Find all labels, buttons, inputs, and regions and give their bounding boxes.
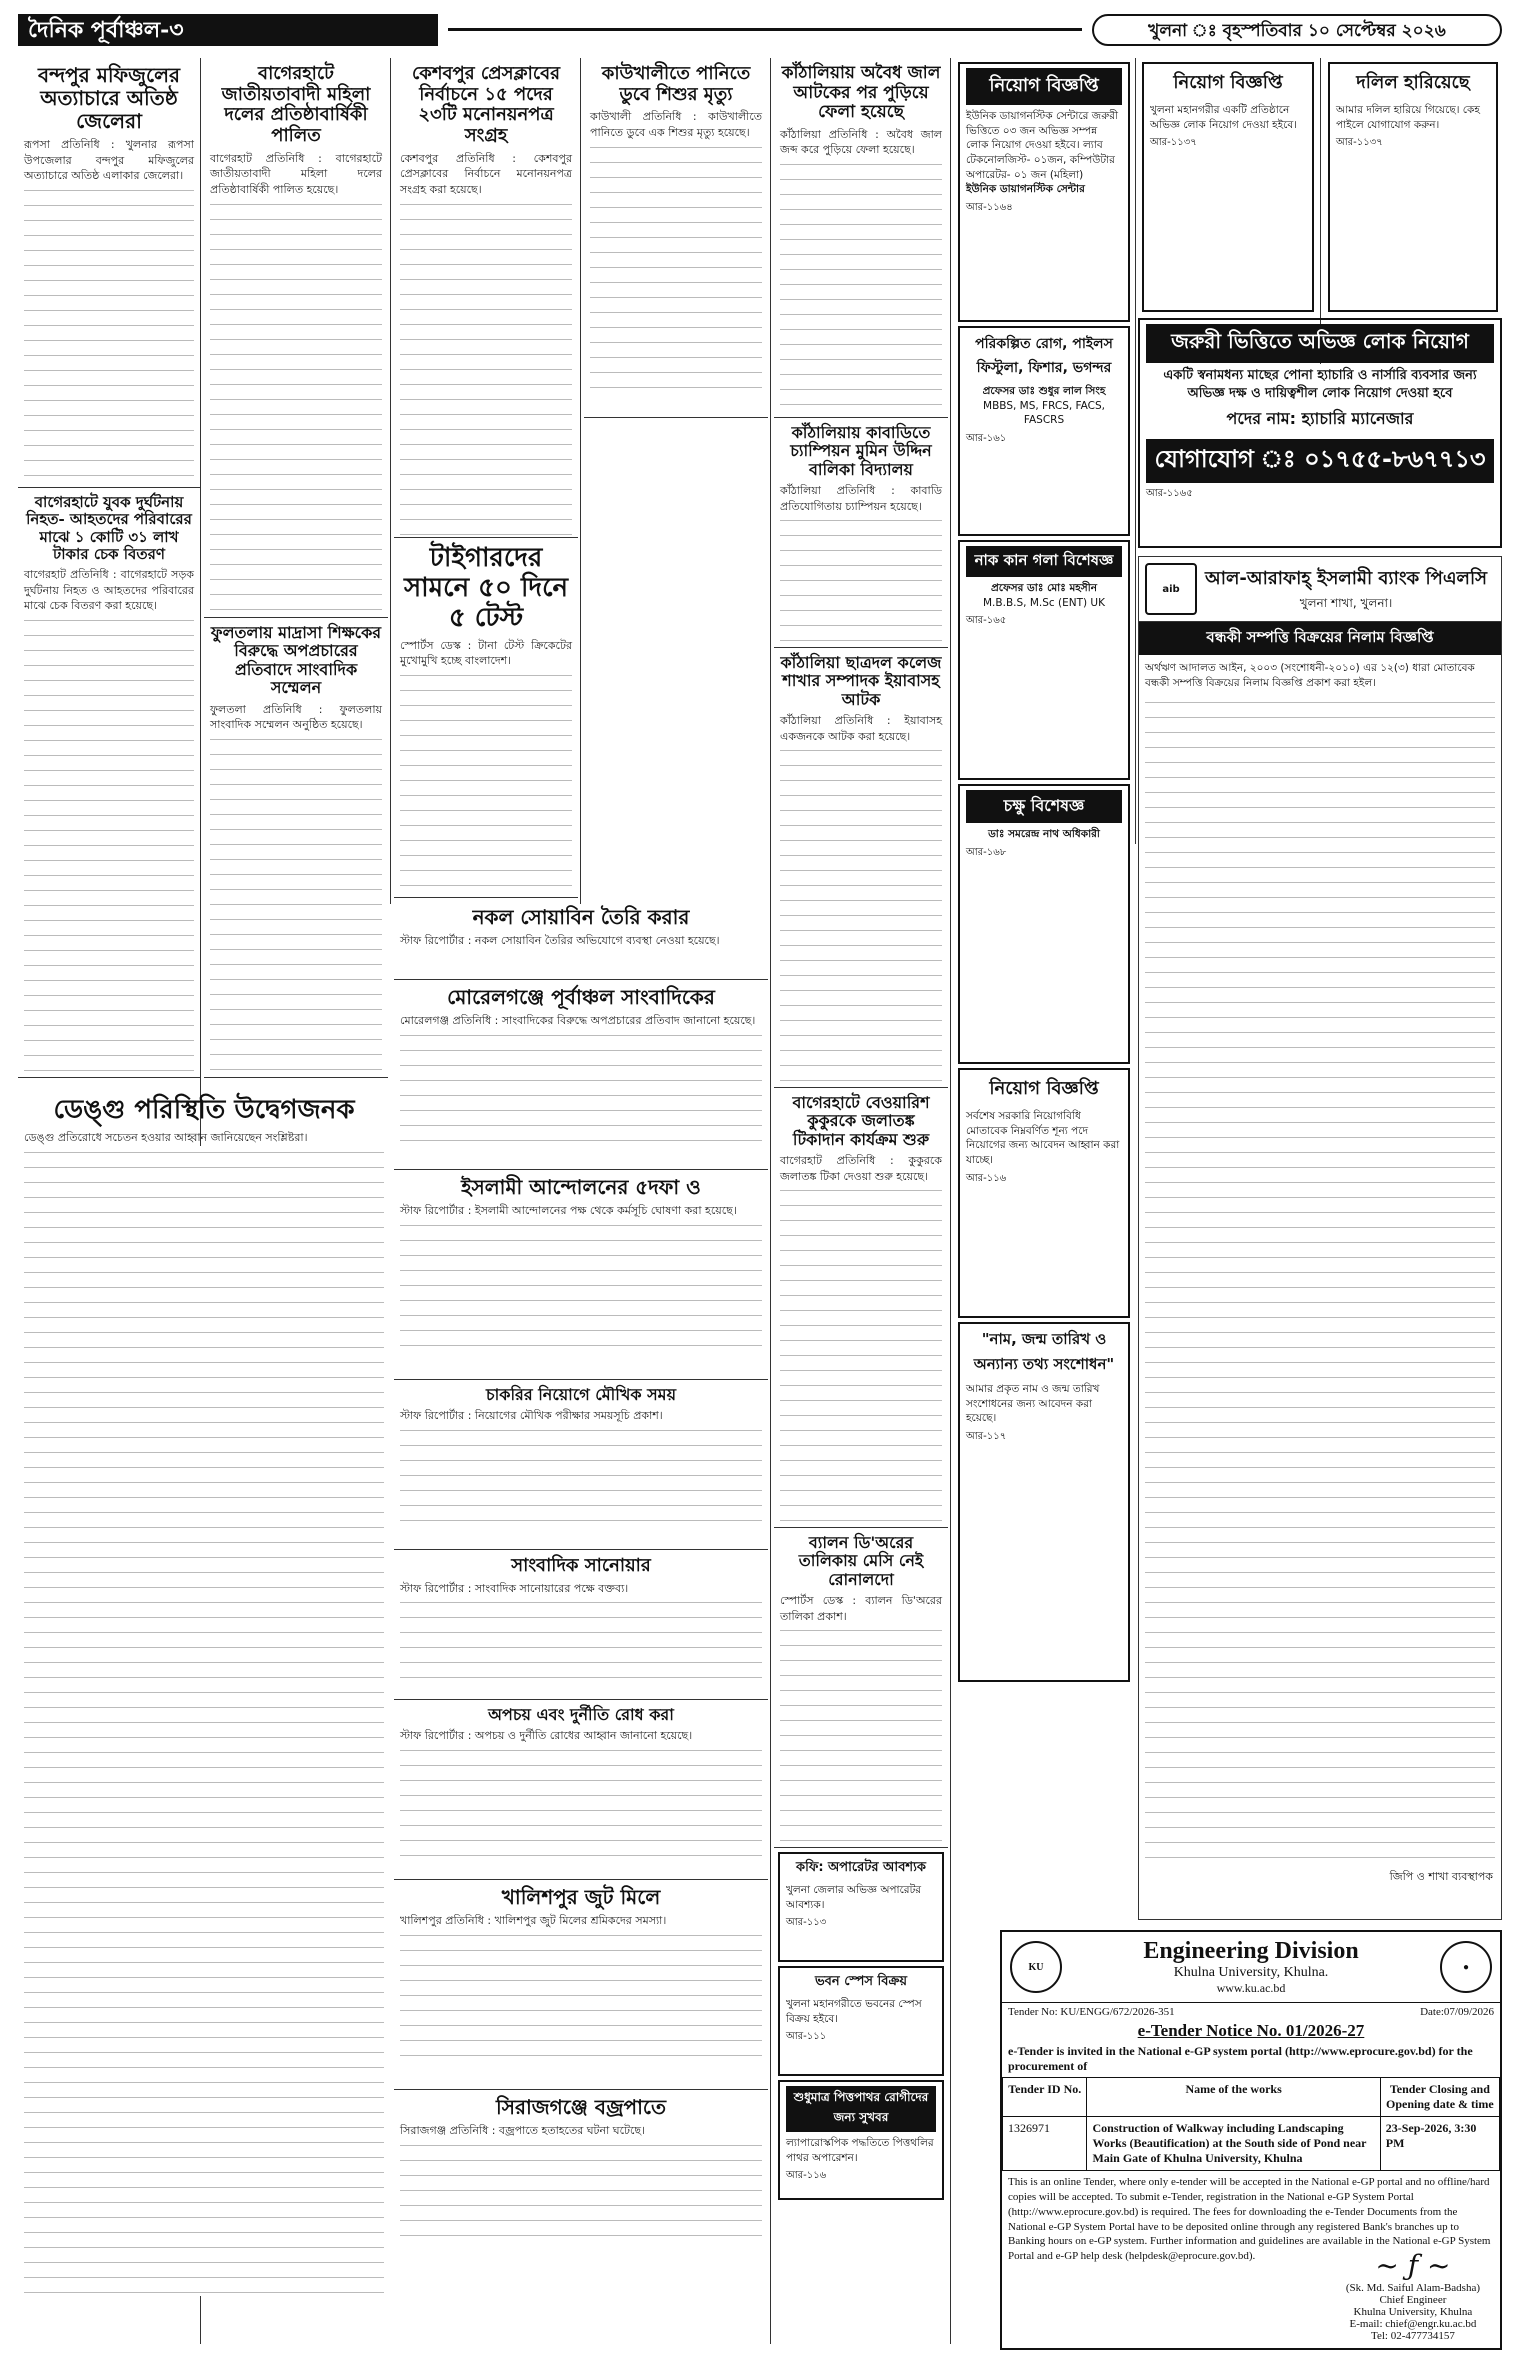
ad-code: আর-১৬৮ xyxy=(966,846,1007,858)
ad-code: আর-১১৩৭ xyxy=(1336,137,1383,149)
story-lead: কাউখালী প্রতিনিধি : কাউখালীতে পানিতে ডুবে এক শিশুর মৃত্যু হয়েছে। xyxy=(590,110,762,139)
story-body-text xyxy=(780,744,942,1084)
ad-code: আর-১১৬৫ xyxy=(1146,488,1193,500)
bank-notice xyxy=(1138,556,1502,1920)
bank-name: আল-আরাফাহ্ ইসলামী ব্যাংক পিএলসি xyxy=(1205,567,1487,589)
story xyxy=(394,58,578,538)
story-body-text xyxy=(400,669,572,898)
story-headline: কাউখালীতে পানিতে ডুবে শিশুর মৃত্যু xyxy=(601,63,751,105)
story-headline: বাগেরহাটে যুবক দুর্ঘটনায় নিহত- আহতদের পরিবারের মাঝে ১ কোটি ৩১ লাখ টাকার চেক বিতরণ xyxy=(26,493,192,563)
story-lead: কাঁঠালিয়া প্রতিনিধি : কাবাডি প্রতিযোগিতায় চ্যাম্পিয়ন হয়েছে। xyxy=(780,484,942,513)
ad-title: "নাম, জন্ম তারিখ ও অন্যান্য তথ্য সংশোধন" xyxy=(973,1330,1115,1373)
ed-tender-no: Tender No: KU/ENGG/672/2026-351 xyxy=(1008,2006,1175,2018)
story-headline: কাঁঠালিয়ায় কাবাডিতে চ্যাম্পিয়ন মুমিন উদ্দিন বালিকা বিদ্যালয় xyxy=(790,423,932,479)
story-headline: ইসলামী আন্দোলনের ৫দফা ও xyxy=(461,1175,701,1199)
story-headline: ব্যালন ডি'অরের তালিকায় মেসি নেই রোনালদো xyxy=(798,1533,924,1589)
ad-title: দলিল হারিয়েছে xyxy=(1356,72,1470,93)
column-divider xyxy=(580,58,581,904)
table-row xyxy=(1003,2117,1500,2171)
table-cell: 23-Sep-2026, 3:30 PM xyxy=(1380,2117,1499,2171)
ad-title: নিয়োগ বিজ্ঞপ্তি xyxy=(966,68,1122,105)
story-lead: বাগেরহাট প্রতিনিধি : কুকুরকে জলাতঙ্ক টিকা দেওয়া শুরু হয়েছে। xyxy=(780,1154,942,1183)
story-lead: কেশবপুর প্রতিনিধি : কেশবপুর প্রেসক্লাবের নির্বাচনে মনোনয়নপত্র সংগ্রহ করা হয়েছে। xyxy=(400,151,572,196)
column-4 xyxy=(584,58,768,418)
ad-code: আর-১১৬৪ xyxy=(966,202,1013,214)
bank-footer: জিপি ও শাখা ব্যবস্থাপক xyxy=(1389,1870,1493,1884)
story-headline: কেশবপুর প্রেসক্লাবের নির্বাচনে ১৫ পদের ২৩টি মনোনয়নপত্র সংগ্রহ xyxy=(411,63,561,147)
wide-stories xyxy=(394,900,768,2270)
ad-bhaban xyxy=(778,1966,944,2076)
story-lead: বাগেরহাট প্রতিনিধি : বাগেরহাটে সড়ক দুর্ঘটনায় নিহত ও আহতদের পরিবারের মাঝে চেক বিতরণ করা হয়েছে। xyxy=(24,568,194,613)
ad-title: ভবন স্পেস বিক্রয় xyxy=(815,1974,907,1989)
story-headline: ডেঙ্গু পরিস্থিতি উদ্বেগজনক xyxy=(53,1095,355,1125)
ad-code: আর-১১৬ xyxy=(966,1172,1007,1184)
story-lead: স্টাফ রিপোর্টার : ইসলামী আন্দোলনের পক্ষ থেকে কর্মসূচি ঘোষণা করা হয়েছে। xyxy=(400,1204,737,1217)
story-body-text xyxy=(780,514,942,648)
ad-degree: M.B.B.S, M.Sc (ENT) UK xyxy=(983,596,1105,609)
ad-doctor: ডাঃ সমরেন্দ্র নাথ অধিকারী xyxy=(988,828,1100,840)
ad-code: আর-১১১ xyxy=(786,2031,827,2043)
story xyxy=(774,648,948,1088)
ad-body: একটি স্বনামধন্য মাছের পোনা হ্যাচারি ও নার্সারি ব্যবসার জন্য অভিজ্ঞ দক্ষ ও দায়িত্বশীল লোক নিয়োগ দেওয়া হবে xyxy=(1163,368,1477,401)
ad-code: আর-১১৭ xyxy=(966,1431,1007,1443)
ad-body: আমার দলিল হারিয়ে গিয়েছে। কেহ পাইলে যোগাযোগ করুন। xyxy=(1336,104,1480,131)
story-body-text xyxy=(400,1219,762,1359)
ed-tender-table xyxy=(1002,2077,1500,2171)
table-header: Tender ID No. xyxy=(1003,2078,1087,2117)
ad-title: চক্ষু বিশেষজ্ঞ xyxy=(966,790,1122,823)
story xyxy=(204,618,388,1078)
story xyxy=(18,1090,390,2340)
ed-ref-row xyxy=(1002,2003,1500,2021)
story-body-text xyxy=(400,2139,762,2249)
ad-body: ইউনিক ডায়াগনস্টিক সেন্টারে জরুরী ভিত্তিতে ০৩ জন অভিজ্ঞ সম্পন্ন লোক নিয়োগ দেওয়া হইবে। ল্যাব টেকনোলজিস্ট- ০১জন, কম্পিউটার অপারেটর- ০১ জন (মহিলা) xyxy=(966,110,1119,181)
story-headline: মোরেলগঞ্জে পূর্বাঞ্চল সাংবাদিকের xyxy=(447,985,715,1009)
ad-parikalpa xyxy=(958,326,1130,536)
story-body-text xyxy=(590,141,762,401)
story-body-text xyxy=(24,614,194,1078)
ed-subtitle: Khulna University, Khulna. xyxy=(1173,1965,1329,1980)
story xyxy=(394,1880,768,2090)
ad-column xyxy=(954,58,1134,1686)
ed-invite: e-Tender is invited in the National e-GP system portal (http://www.eprocure.gov.bd) for the procurement of xyxy=(1008,2044,1473,2073)
ad-pittopathor xyxy=(778,2080,944,2200)
bank-branch: খুলনা শাখা, খুলনা। xyxy=(1299,595,1393,610)
ed-header xyxy=(1002,1932,1500,2003)
story xyxy=(774,58,948,418)
story xyxy=(394,1380,768,1550)
story-headline: ফুলতলায় মাদ্রাসা শিক্ষকের বিরুদ্ধে অপপ্রচারের প্রতিবাদে সাংবাদিক সম্মেলন xyxy=(210,623,382,698)
bank-header xyxy=(1139,557,1501,622)
story xyxy=(394,1550,768,1700)
ad-title: নিয়োগ বিজ্ঞপ্তি xyxy=(1173,72,1283,93)
story-headline: সিরাজগঞ্জে বজ্রপাতে xyxy=(496,2095,666,2119)
story-body-text xyxy=(400,1929,762,2069)
table-header: Tender Closing and Opening date & time xyxy=(1380,2078,1499,2117)
ad-eye xyxy=(958,784,1130,1064)
bank-notice-body: অর্থঋণ আদালত আইন, ২০০৩ (সংশোধনী-২০১০) এর ১২(৩) ধারা মোতাবেক বন্ধকী সম্পত্তি বিক্রয়ের নিলাম বিজ্ঞপ্তি প্রকাশ করা হইল। xyxy=(1145,662,1475,689)
ed-org: Khulna University, Khulna xyxy=(1353,2306,1473,2318)
column-3 xyxy=(394,58,578,898)
ad-title: পরিকল্পিত রোগ, পাইলস ফিস্টুলা, ফিশার, ভগন্দর xyxy=(975,336,1113,376)
column-1 xyxy=(18,58,200,1078)
ad-title: কফি: অপারেটর আবশ্যক xyxy=(796,1860,926,1875)
story-lead: স্টাফ রিপোর্টার : নিয়োগের মৌখিক পরীক্ষার সময়সূচি প্রকাশ। xyxy=(400,1409,663,1423)
ad-ent xyxy=(958,540,1130,780)
story-lead: ডেঙ্গু প্রতিরোধে সচেতন হওয়ার আহ্বান জানিয়েছেন সংশ্লিষ্টরা। xyxy=(24,1130,308,1144)
header-left: দৈনিক পূর্বাঞ্চল-৩ xyxy=(18,14,438,46)
bank-notice-title: বন্ধকী সম্পত্তি বিক্রয়ের নিলাম বিজ্ঞপ্তি xyxy=(1139,622,1501,655)
ad-name-correction xyxy=(958,1322,1130,1682)
table-cell: 1326971 xyxy=(1003,2117,1087,2171)
bank-notice-text xyxy=(1145,696,1495,1866)
ad-niyog-3-wrap xyxy=(1138,58,1318,316)
header-date: খুলনা ঃ বৃহস্পতিবার ১০ সেপ্টেম্বর ২০২৬ xyxy=(1092,14,1502,46)
story-body-text xyxy=(780,1184,942,1524)
story-lead: কাঁঠালিয়া প্রতিনিধি : অবৈধ জাল জব্দ করে পুড়িয়ে ফেলা হয়েছে। xyxy=(780,127,942,157)
ad-body: সর্বশেষ সরকারি নিয়োগবিধি মোতাবেক নিম্নবর্ণিত শূন্য পদে নিয়োগের জন্য আবেদন আহ্বান করা যাচ্ছে। xyxy=(966,1110,1120,1167)
table-cell: Construction of Walkway including Landscaping Works (Beautification) at the South side of Pond near Main Gate of Khulna University, Khulna xyxy=(1087,2117,1380,2171)
story-lead: স্পোর্টস ডেস্ক : ব্যালন ডি'অরের তালিকা প্রকাশ। xyxy=(780,1594,942,1623)
signature-mark: ~ ƒ ~ xyxy=(1375,2249,1451,2282)
column-divider xyxy=(770,58,771,2344)
story xyxy=(18,58,200,488)
story-body-text xyxy=(210,198,382,618)
story-body-text xyxy=(24,184,194,488)
story-headline: বাগেরহাটে বেওয়ারিশ কুকুরকে জলাতঙ্ক টিকাদান কার্যক্রম শুরু xyxy=(792,1093,930,1149)
ad-code: আর-১১৩৭ xyxy=(1150,137,1197,149)
ad-phone: যোগাযোগ ঃ ০১৭৫৫-৮৬৭৭১৩ xyxy=(1146,439,1493,483)
ed-tel: Tel: 02-477734157 xyxy=(1371,2330,1455,2342)
story-lead: স্পোর্টস ডেস্ক : টানা টেস্ট ক্রিকেটের মুখোমুখি হচ্ছে বাংলাদেশ। xyxy=(400,638,572,668)
story xyxy=(394,538,578,898)
column-divider xyxy=(1135,58,1136,844)
ad-dalil-wrap xyxy=(1324,58,1502,316)
story-body-text xyxy=(24,1146,384,2296)
story xyxy=(774,418,948,648)
story-body-text xyxy=(780,158,942,408)
ad-body: খুলনা জেলার অভিজ্ঞ অপারেটর আবশ্যক। xyxy=(786,1884,922,1911)
ad-body: আমার প্রকৃত নাম ও জন্ম তারিখ সংশোধনের জন্য আবেদন করা হয়েছে। xyxy=(966,1383,1100,1425)
story-lead: স্টাফ রিপোর্টার : নকল সোয়াবিন তৈরির অভিযোগে ব্যবস্থা নেওয়া হয়েছে। xyxy=(400,934,720,947)
story-body-text xyxy=(400,1744,762,1864)
story xyxy=(394,1170,768,1380)
story-headline: খালিশপুর জুট মিলে xyxy=(501,1885,661,1909)
ad-title: নাক কান গলা বিশেষজ্ঞ xyxy=(966,546,1122,577)
ad-niyog-3 xyxy=(1142,62,1314,312)
page-header xyxy=(18,14,1502,50)
column-2 xyxy=(204,58,388,1078)
story xyxy=(584,58,768,418)
story xyxy=(774,1088,948,1528)
story-lead: রূপসা প্রতিনিধি : খুলনার রূপসা উপজেলার বন্দপুর মফিজুলের অত্যাচারে অতিষ্ঠ এলাকার জেলেরা। xyxy=(24,138,194,183)
story xyxy=(774,1528,948,1848)
ad-niyog-1 xyxy=(958,62,1130,322)
ad-title: নিয়োগ বিজ্ঞপ্তি xyxy=(989,1078,1099,1099)
story xyxy=(394,900,768,980)
ad-doctor: প্রফেসর ডাঃ শুধুর লাল সিংহ xyxy=(982,385,1106,397)
ad-code: আর-১৬১ xyxy=(966,433,1007,445)
story-lead: খালিশপুর প্রতিনিধি : খালিশপুর জুট মিলের শ্রমিকদের সমস্যা। xyxy=(400,1914,667,1927)
ed-web: www.ku.ac.bd xyxy=(1216,1981,1286,1995)
ed-email: E-mail: chief@engr.ku.ac.bd xyxy=(1349,2318,1477,2330)
ad-code: আর-১১৬ xyxy=(786,2170,827,2182)
ad-contact: ইউনিক ডায়াগনস্টিক সেন্টার xyxy=(966,183,1085,196)
story-lead: ফুলতলা প্রতিনিধি : ফুলতলায় সাংবাদিক সম্মেলন অনুষ্ঠিত হয়েছে। xyxy=(210,702,382,732)
ad-jaruri xyxy=(1138,318,1502,548)
ed-title: Engineering Division xyxy=(1143,1938,1359,1964)
story-headline: চাকরির নিয়োগে মৌখিক সময় xyxy=(485,1385,676,1404)
ad-code: আর-১৬৫ xyxy=(966,615,1007,627)
ed-date: Date:07/09/2026 xyxy=(1420,2006,1494,2018)
bank-logo-icon: aib xyxy=(1145,563,1197,615)
ad-code: আর-১১৩ xyxy=(786,1917,827,1929)
story xyxy=(18,488,200,1078)
ad-niyog-2 xyxy=(958,1068,1130,1318)
ad-body: খুলনা মহানগরীর একটি প্রতিষ্ঠানে অভিজ্ঞ লোক নিয়োগ দেওয়া হইবে। xyxy=(1150,104,1297,131)
ed-designation: Chief Engineer xyxy=(1379,2294,1447,2306)
ku-logo-icon: KU xyxy=(1010,1941,1062,1993)
header-rule xyxy=(448,28,1082,31)
table-header: Name of the works xyxy=(1087,2078,1380,2117)
story-headline: বন্দপুর মফিজুলের অত্যাচারে অতিষ্ঠ জেলেরা xyxy=(38,63,180,133)
story-headline: নকল সোয়াবিন তৈরি করার xyxy=(472,905,690,929)
column-divider xyxy=(950,58,951,2344)
ed-notes: This is an online Tender, where only e-tender will be accepted in the National e-GP portal and no offline/hard copies will be accepted. To submit e-Tender, registration in the National e-GP System Portal (http://www.eprocure.gov.bd) is required. The fees for downloading the e-Tender Documents from the National e-GP System Portal have to be deposited online through any registered Bank's branches up to Banking hours on e-GP system. Further information and guidelines are available in the National e-GP System Portal and e-GP help desk (helpdesk@eprocure.gov.bd). xyxy=(1008,2176,1491,2263)
ed-signer: (Sk. Md. Saiful Alam-Badsha) xyxy=(1345,2282,1480,2294)
ad-title: জরুরী ভিত্তিতে অভিজ্ঞ লোক নিয়োগ xyxy=(1146,324,1494,363)
engineering-notice xyxy=(1000,1930,1502,2350)
ad-degree: MBBS, MS, FRCS, FACS, FASCRS xyxy=(983,399,1105,427)
ed-signature-block xyxy=(1346,2249,1480,2342)
story-body-text xyxy=(400,198,572,538)
ad-body: ল্যাপারোস্কপিক পদ্ধতিতে পিত্তথলির পাথর অপারেশন। xyxy=(786,2137,934,2164)
story-body-text xyxy=(780,1624,942,1844)
column-divider xyxy=(390,58,391,904)
story-headline: কাঁঠালিয়া ছাত্রদল কলেজ শাখার সম্পাদক ইয়াবাসহ আটক xyxy=(780,653,942,709)
story-lead: সিরাজগঞ্জ প্রতিনিধি : বজ্রপাতে হতাহতের ঘটনা ঘটেছে। xyxy=(400,2124,646,2137)
story-headline: টাইগারদের সামনে ৫০ দিনে ৫ টেস্ট xyxy=(403,543,569,633)
ed-notice-no: e-Tender Notice No. 01/2026-27 xyxy=(1137,2021,1365,2040)
story-headline: বাগেরহাটে জাতীয়তাবাদী মহিলা দলের প্রতিষ্ঠাবার্ষিকী পালিত xyxy=(221,63,371,147)
story-headline: সাংবাদিক সানোয়ার xyxy=(511,1555,651,1576)
story-lead: বাগেরহাট প্রতিনিধি : বাগেরহাটে জাতীয়তাবাদী মহিলা দলের প্রতিষ্ঠাবার্ষিকী পালিত হয়েছে। xyxy=(210,151,382,196)
ad-kofi xyxy=(778,1852,944,1962)
ad-dalil xyxy=(1328,62,1498,312)
portrait-icon: ● xyxy=(1440,1941,1492,1993)
story xyxy=(394,980,768,1170)
story-headline: অপচয় এবং দুর্নীতি রোধ করা xyxy=(488,1705,674,1724)
story-lead: কাঁঠালিয়া প্রতিনিধি : ইয়াবাসহ একজনকে আটক করা হয়েছে। xyxy=(780,714,942,743)
story-lead: স্টাফ রিপোর্টার : সাংবাদিক সানোয়ারের পক্ষে বক্তব্য। xyxy=(400,1581,629,1595)
story-body-text xyxy=(400,1596,762,1686)
story xyxy=(394,2090,768,2270)
ad-title: শুধুমাত্র পিত্তপাথর রোগীদের জন্য সুখবর xyxy=(786,2086,936,2132)
story xyxy=(204,58,388,618)
story-body-text xyxy=(400,1424,762,1534)
column-5 xyxy=(774,58,948,2204)
story-headline: কাঁঠালিয়ায় অবৈধ জাল আটকের পর পুড়িয়ে ফেলা হয়েছে xyxy=(781,63,941,123)
story-lead: মোরেলগঞ্জ প্রতিনিধি : সাংবাদিকের বিরুদ্ধে অপপ্রচারের প্রতিবাদ জানানো হয়েছে। xyxy=(400,1014,756,1027)
story-body-text xyxy=(210,733,382,1078)
story-body-text xyxy=(400,1029,762,1149)
lower-left xyxy=(18,1090,390,2340)
ad-body: খুলনা মহানগরীতে ভবনের স্পেস বিক্রয় হইবে। xyxy=(786,1998,922,2025)
ad-post: পদের নাম: হ্যাচারি ম্যানেজার xyxy=(1226,409,1414,429)
story-lead: স্টাফ রিপোর্টার : অপচয় ও দুর্নীতি রোধের আহ্বান জানানো হয়েছে। xyxy=(400,1729,693,1743)
table-header-row xyxy=(1003,2078,1500,2117)
story xyxy=(394,1700,768,1880)
ad-doctor: প্রফেসর ডাঃ মোঃ মহসীন xyxy=(990,582,1098,594)
